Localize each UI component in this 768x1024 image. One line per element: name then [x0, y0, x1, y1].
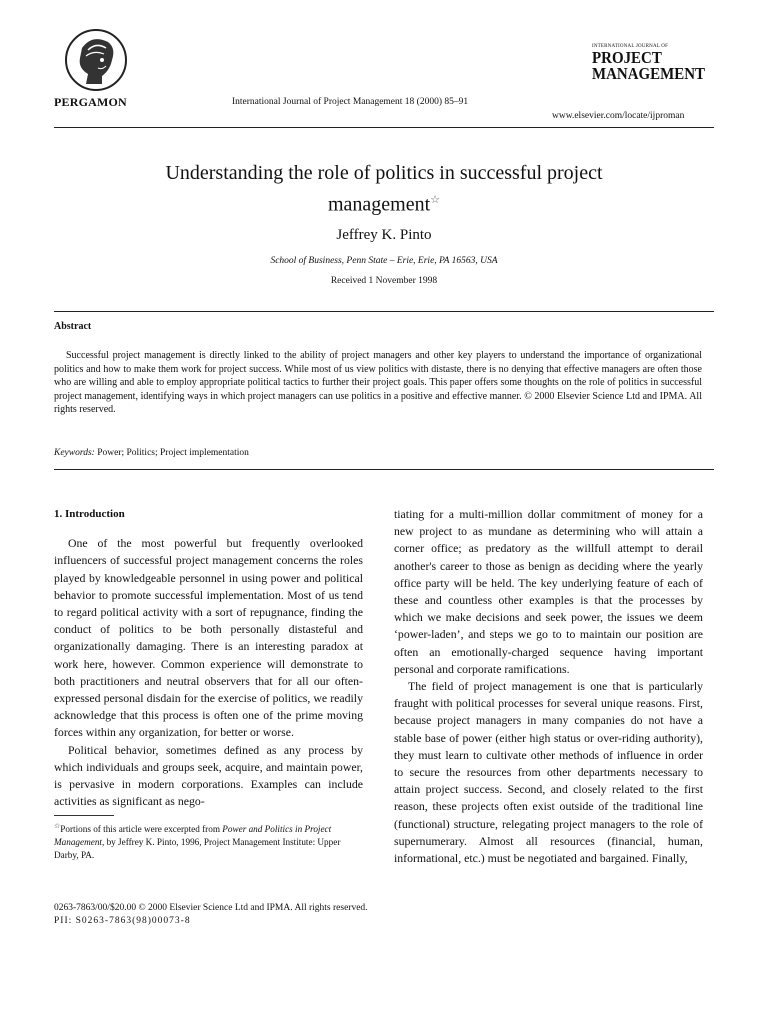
footnote — [54, 820, 364, 862]
body-column-left — [54, 506, 363, 810]
article-title — [54, 160, 714, 219]
footnote-rule — [54, 815, 114, 816]
issn-line: 0263-7863/00/$20.00 © 2000 Elsevier Science Ltd and IPMA. All rights reserved. — [54, 903, 368, 913]
publisher-name: PERGAMON — [54, 95, 127, 109]
author-name: Jeffrey K. Pinto — [336, 227, 432, 243]
abstract-top-rule — [54, 311, 714, 312]
abstract-heading: Abstract — [54, 321, 92, 332]
abstract-bottom-rule — [54, 469, 714, 470]
abstract-text: Successful project management is directly linked to the ability of project managers and other key players to understand the importance of organizational politics and how to make them work for project success. While most of us view politics with distaste, there is no denying that effective managers are often those who are willing and able to employ appropriate political tactics to further their project goals. This paper offers some thoughts on the role of politics in successful project management, identifying ways in which project managers can use politics in a positive and effective manner. © 2000 Elsevier Science Ltd and IPMA. All rights reserved. — [54, 350, 702, 415]
header-rule — [54, 127, 714, 128]
author-affiliation: School of Business, Penn State – Erie, Erie, PA 16563, USA — [270, 256, 498, 266]
footnote-book-title: Power and Politics in Project Management — [54, 824, 332, 848]
footnote-text-a: Portions of this article were excerpted from — [60, 824, 223, 835]
body-column-right — [394, 506, 703, 867]
journal-logo-small: INTERNATIONAL JOURNAL OF — [592, 44, 669, 49]
paragraph: The field of project management is one that is particularly fraught with political processes for several unique reasons. First, because project managers in many companies do not have a stable base of power (either high status or over-riding authority), they must learn to cultivate other methods of influence in order to secure the resources from other departments necessary to attain project success. Second, and closely related to the first reason, these projects often exist outside of the traditional line (functional) structure, relegating project managers to the role of supernumerary. Almost all resources (financial, human, informational, etc.) must be negotiated and bargained. Finally, — [394, 679, 703, 866]
pergamon-logo-icon — [62, 26, 130, 96]
journal-logo-line2: MANAGEMENT — [592, 64, 706, 83]
received-date: Received 1 November 1998 — [330, 276, 438, 286]
paragraph: Political behavior, sometimes defined as any process by which individuals and groups seek, acquire, and maintain power, is pervasive in modern corporations. Examples can include activities as significant as nego- — [54, 742, 363, 809]
keywords-label: Keywords: — [54, 448, 95, 458]
journal-logo — [592, 44, 704, 82]
keywords — [54, 448, 249, 458]
copyright-line — [54, 902, 368, 928]
title-footnote-star-icon[interactable]: ☆ — [430, 194, 441, 206]
title-line-2-text: management — [327, 193, 431, 216]
pii-line: PII: S0263-7863(98)00073-8 — [54, 916, 191, 926]
paragraph: tiating for a multi-million dollar commitment of money for a new project to as mundane as determining who will attain a corner office; as predatory as the willfull attempt to derail another's career to those as benign as deciding where the yearly office party will be held. The key underlying feature of each of these and countless other examples is that the processes by which we make decisions and seek power, the issues we deem ‘power-laden’, and steps we go to to maintain our position are often an emotionally-charged sequence having important personal and corporate ramifications. — [394, 507, 703, 676]
paragraph: One of the most powerful but frequently overlooked influencers of successful project management concerns the roles played by knowledgeable personnel in using power and political behavior to promote successful implementation. Most of us tend to regard political activity with a sort of repugnance, finding the conduct of politics to be both personally distasteful and organizationally damaging. There is an interesting paradox at work here, however. Common experience will demonstrate to both practitioners and neutral observers that for all our often-expressed personal disdain for the exercise of politics, we readily acknowledge that this process is often one of the prime moving forces within any organization, for better or worse. — [54, 536, 363, 740]
footnote-star-icon: ☆ — [54, 822, 61, 830]
title-line-2 — [54, 187, 714, 219]
keywords-list: Power; Politics; Project implementation — [97, 448, 249, 458]
title-line-1: Understanding the role of politics in successful project — [165, 162, 603, 184]
journal-url-link[interactable]: www.elsevier.com/locate/ijproman — [552, 111, 685, 121]
section-heading: 1. Introduction — [54, 508, 125, 520]
journal-logo-line1: PROJECT — [592, 48, 662, 67]
footnote-text-b: , by Jeffrey K. Pinto, 1996, Project Management Institute: Upper Darby, PA. — [54, 837, 341, 861]
journal-citation: International Journal of Project Management 18 (2000) 85–91 — [232, 97, 469, 107]
